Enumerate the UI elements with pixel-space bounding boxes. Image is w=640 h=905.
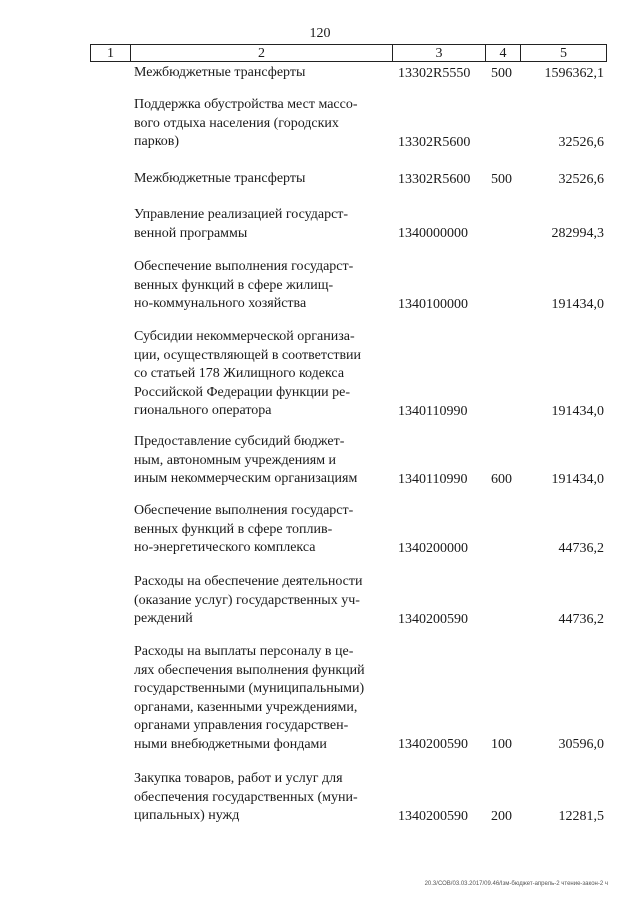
table-row [0,170,640,189]
row-name: Предоставление субсидий бюджет- ным, автономным учреждениям и иным некоммерческим организациям [134,434,358,486]
row-amount: 30596,0 [558,736,604,752]
row-amount: 191434,0 [551,471,604,487]
table-row [0,328,640,421]
column-header-1: 1 [90,44,130,62]
row-name: Поддержка обустройства мест массо- вого отдыха населения (городских парков) [134,97,358,149]
column-header-2: 2 [130,44,392,62]
row-vr: 500 [491,171,512,187]
table-row [0,643,640,754]
row-amount: 44736,2 [558,611,604,627]
row-code: 1340110990 [398,471,468,487]
table-row [0,770,640,826]
row-code: 1340200590 [398,736,468,752]
row-name: Управление реализацией государст- венной программы [134,207,349,241]
row-name: Расходы на обеспечение деятельности (оказание услуг) государственных уч- реждений [134,574,363,626]
table-row [0,502,640,558]
row-vr: 600 [491,471,512,487]
row-amount: 282994,3 [551,225,604,241]
row-name: Обеспечение выполнения государст- венных функций в сфере топлив- но-энергетического комплекса [134,503,354,555]
row-code: 1340200000 [398,540,468,556]
row-amount: 32526,6 [558,134,604,150]
row-amount: 191434,0 [551,403,604,419]
row-vr: 500 [491,65,512,81]
row-name: Субсидии некоммерческой организа- ции, осуществляющей в соответствии со статьей 178 Жилищного кодекса Российской Федерации функции ре- гионального оператора [134,329,362,418]
page-number: 120 [309,26,331,41]
column-header-5: 5 [520,44,607,62]
row-amount: 12281,5 [558,808,604,824]
row-code: 1340200590 [398,808,468,824]
row-code: 1340200590 [398,611,468,627]
row-name: Расходы на выплаты персоналу в це- лях обеспечения выполнения функций государственными (муниципальными) органами, казенными учреждениями, органами управления государствен- ными внебюджетными фондами [134,644,365,752]
footer-file-path: 20.3/СОВ/03.03.2017/09.46/Ізм-бюджет-апрель-2 чтение-закон-2 ч [424,881,608,887]
column-header-4: 4 [485,44,520,62]
table-row [0,64,640,83]
table-row [0,573,640,629]
row-name: Закупка товаров, работ и услуг для обеспечения государственных (муни- ципальных) нужд [134,771,358,823]
row-name: Межбюджетные трансферты [134,65,306,80]
row-amount: 191434,0 [551,296,604,312]
row-amount: 1596362,1 [544,65,604,81]
row-code: 1340000000 [398,225,468,241]
row-vr: 200 [491,808,512,824]
row-code: 1340110990 [398,403,468,419]
row-name: Межбюджетные трансферты [134,171,306,186]
table-row [0,258,640,314]
table-row [0,96,640,152]
table-row [0,206,640,243]
row-code: 13302R5550 [398,65,471,81]
row-code: 13302R5600 [398,171,471,187]
row-code: 1340100000 [398,296,468,312]
table-row [0,433,640,489]
row-amount: 44736,2 [558,540,604,556]
row-vr: 100 [491,736,512,752]
column-header-3: 3 [392,44,485,62]
row-code: 13302R5600 [398,134,471,150]
row-name: Обеспечение выполнения государст- венных функций в сфере жилищ- но-коммунального хозяйства [134,259,354,311]
row-amount: 32526,6 [558,171,604,187]
